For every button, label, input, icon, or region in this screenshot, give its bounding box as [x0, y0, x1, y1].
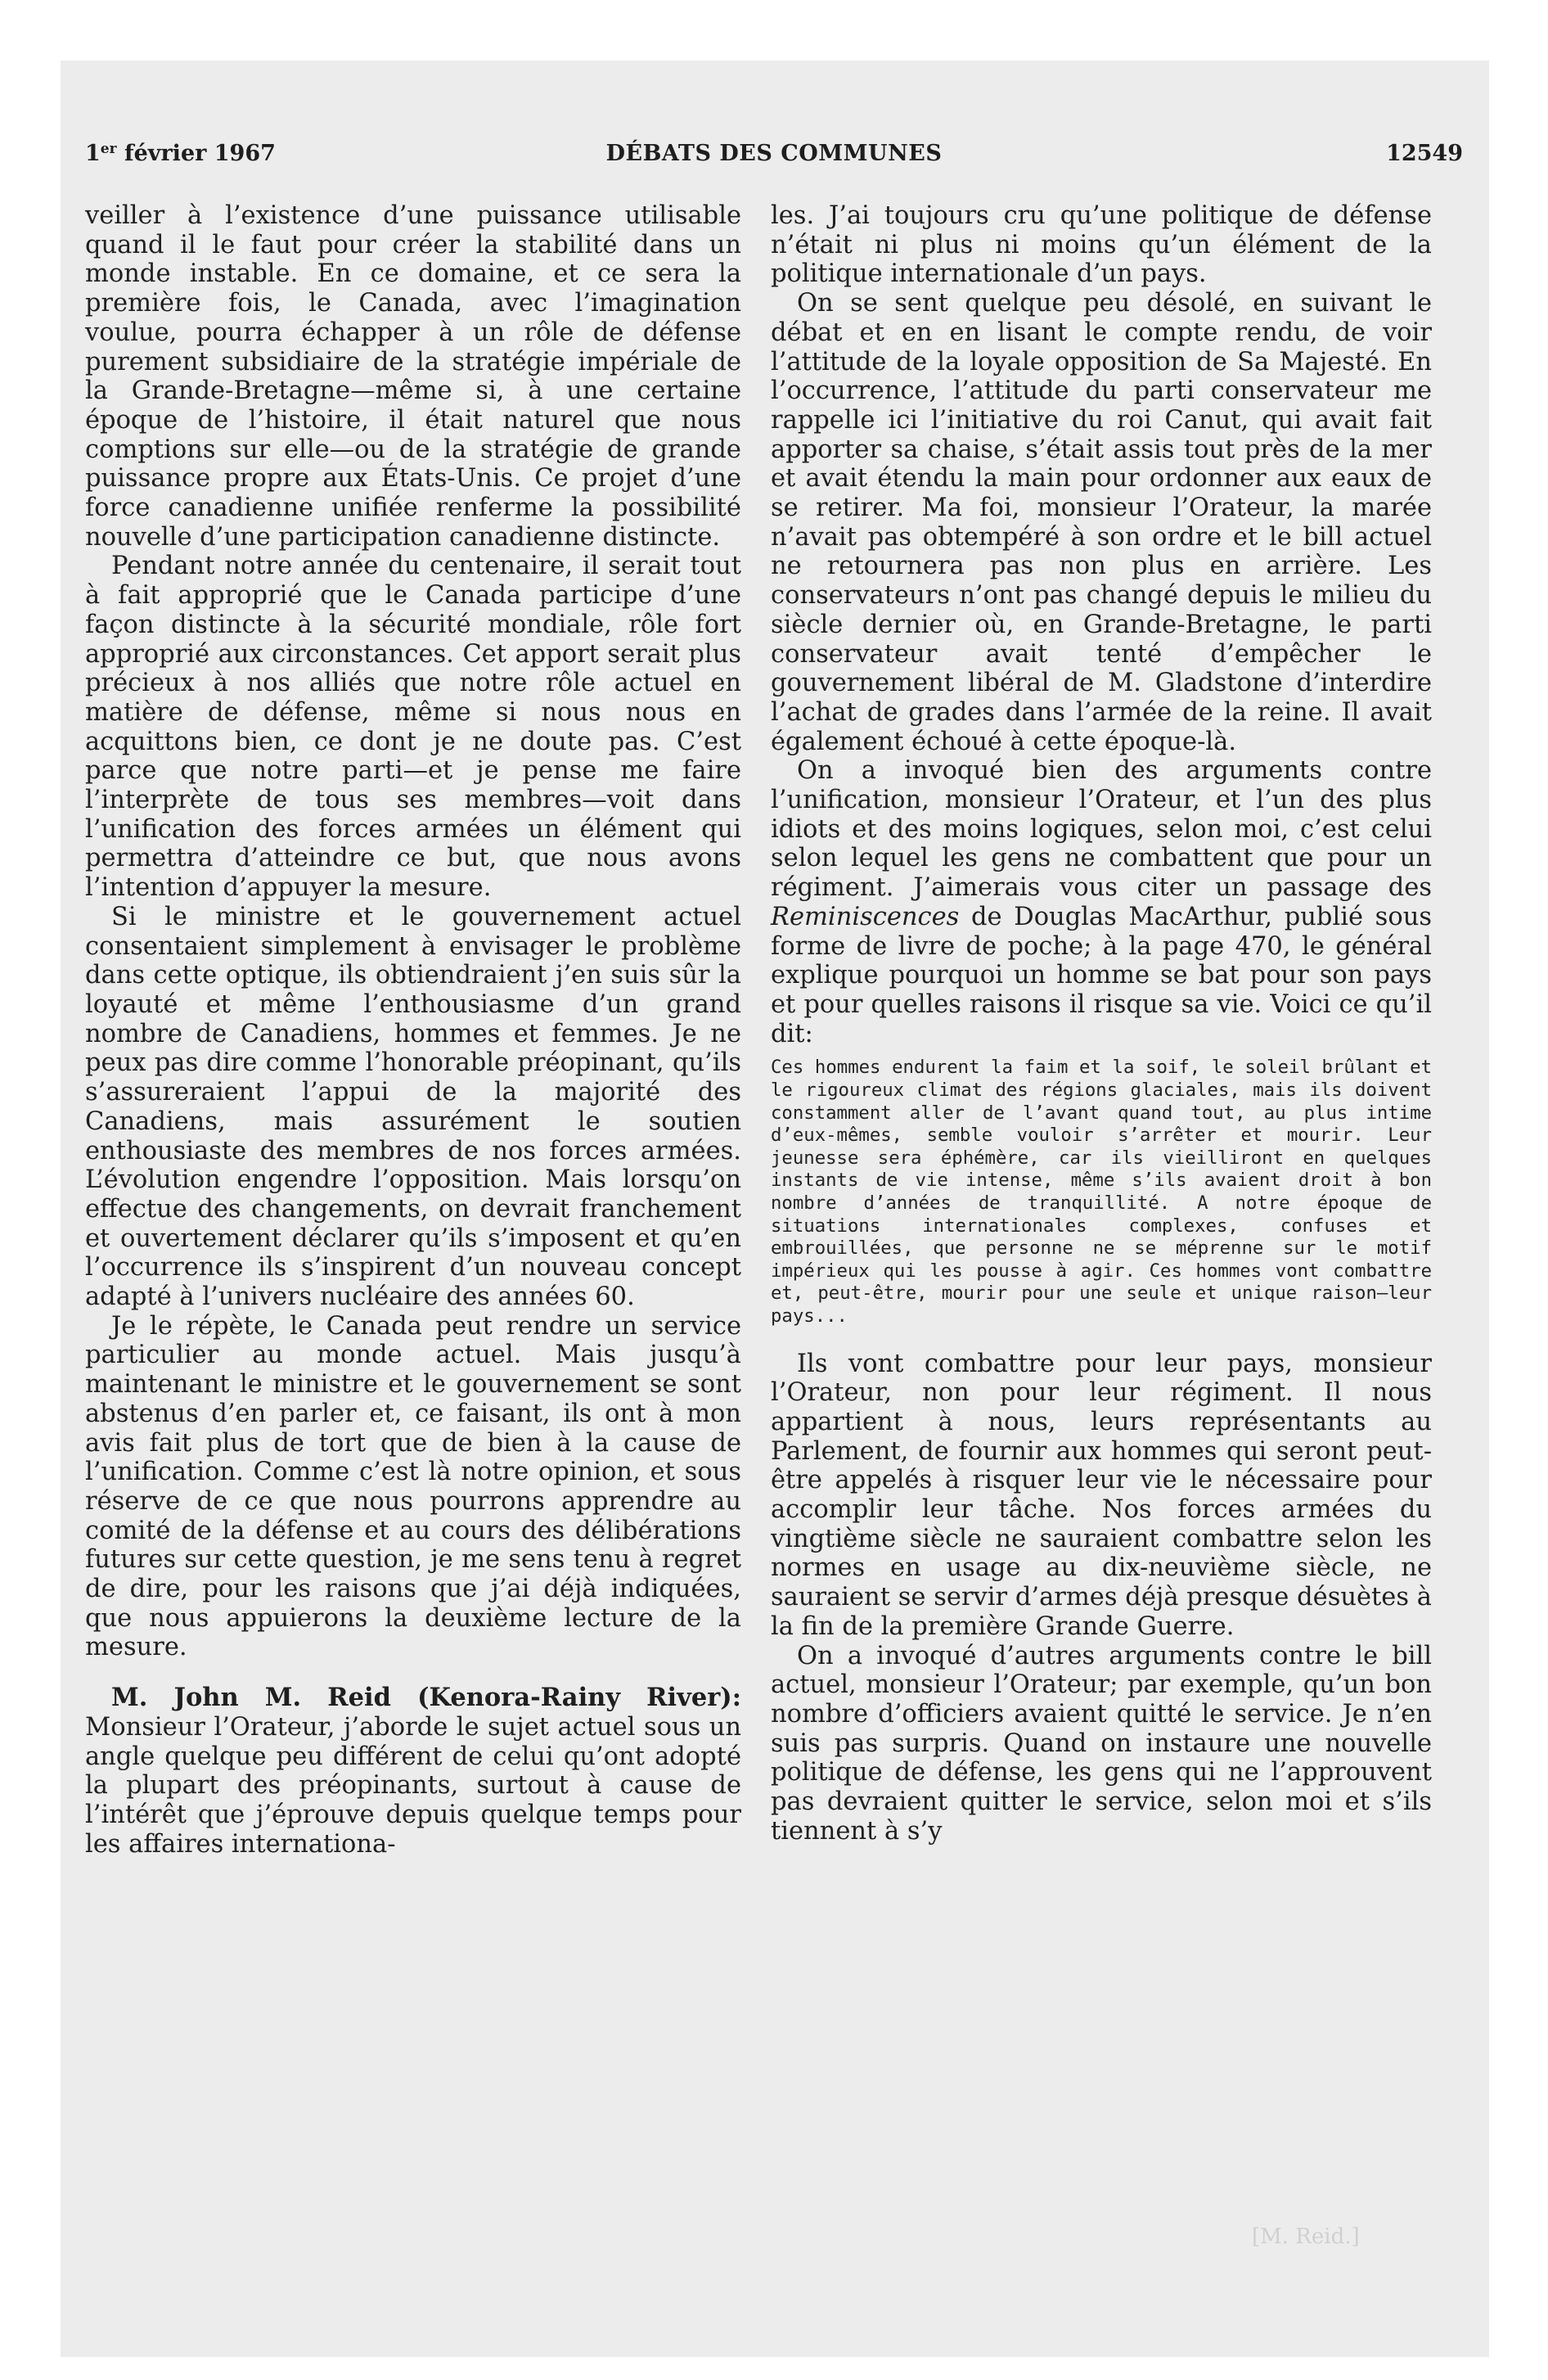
paragraph: On a invoqué d’autres arguments contre le bill actuel, monsieur l’Orateur; par exemple, qu’un bon nombre d’officiers avaient quitté le service. Je n’en suis pas surpris. Quand on instaure une nouvelle politique de défense, les gens qui ne l’approuvent pas devraient quitter le service, selon moi et s’ils tiennent à s’y: [771, 1641, 1432, 1846]
header-page-number: 12549: [1386, 141, 1463, 166]
paragraph: Je le répète, le Canada peut rendre un service particulier au monde actuel. Mais jusqu’à maintenant le ministre et le gouvernement se sont abstenus d’en parler et, ce faisant, ils ont à mon avis fait plus de tort que de bien à la cause de l’unification. Comme c’est là notre opinion, et sous réserve de ce que nous pourrons apprendre au comité de la défense et au cours des délibérations futures sur cette question, je me sens tenu à regret de dire, pour les raisons que j’ai déjà indiquées, que nous appuierons la deuxième lecture de la mesure.: [85, 1311, 741, 1662]
paragraph: Si le ministre et le gouvernement actuel consentaient simplement à envisager le problème dans cette optique, ils obtiendraient j’en suis sûr la loyauté et même l’enthousiasme d’un grand nombre de Canadiens, hommes et femmes. Je ne peux pas dire comme l’honorable préopinant, qu’ils s’assureraient l’appui de la majorité des Canadiens, mais assurément le soutien enthousiaste des membres de nos forces armées. L’évolution engendre l’opposition. Mais lorsqu’on effectue des changements, on devrait franchement et ouvertement déclarer qu’ils s’imposent et qu’en l’occurrence ils s’inspirent d’un nouveau concept adapté à l’univers nucléaire des années 60.: [85, 902, 741, 1312]
paragraph: Ils vont combattre pour leur pays, monsieur l’Orateur, non pour leur régiment. Il nous appartient à nous, leurs représentants au Parlement, de fournir aux hommes qui seront peut-être appelés à risquer leur vie le nécessaire pour accomplir leur tâche. Nos forces armées du vingtième siècle ne sauraient combattre selon les normes en usage au dix-neuvième siècle, ne sauraient se servir d’armes déjà presque désuètes à la fin de la première Grande Guerre.: [771, 1349, 1432, 1641]
block-quote: Ces hommes endurent la faim et la soif, le soleil brûlant et le rigoureux climat des régions glaciales, mais ils doivent constamment aller de l’avant quand tout, au plus intime d’eux-mêmes, semble vouloir s’arrêter et mourir. Leur jeunesse sera éphémère, car ils vieilliront en quelques instants de vie intense, même s’ils avaient droit à bon nombre d’années de tranquillité. A notre époque de situations internationales complexes, confuses et embrouillées, que personne ne se méprenne sur le motif impérieux qui les pousse à agir. Ces hommes vont combattre et, peut-être, mourir pour une seule et unique raison—leur pays...: [771, 1057, 1432, 1327]
header-date: 1er février 1967: [85, 141, 276, 166]
running-header: [85, 141, 1463, 174]
speaker-paragraph: [85, 1684, 741, 1859]
paragraph: On se sent quelque peu désolé, en suivant le débat et en en lisant le compte rendu, de voir l’attitude de la loyale opposition de Sa Majesté. En l’occurrence, l’attitude du parti conservateur me rappelle ici l’initiative du roi Canut, qui avait fait apporter sa chaise, s’était assis tout près de la mer et avait étendu la main pour ordonner aux eaux de se retirer. Ma foi, monsieur l’Orateur, la marée n’avait pas obtempéré à son ordre et le bill actuel ne retournera pas non plus en arrière. Les conservateurs n’ont pas changé depuis le milieu du siècle dernier où, en Grande-Bretagne, le parti conservateur avait tenté d’empêcher le gouvernement libéral de M. Gladstone d’interdire l’achat de grades dans l’armée de la reine. Il avait également échoué à cette époque-là.: [771, 289, 1432, 756]
paragraph: les. J’ai toujours cru qu’une politique de défense n’était ni plus ni moins qu’un élément de la politique internationale d’un pays.: [771, 201, 1432, 289]
speech-text: Monsieur l’Orateur, j’aborde le sujet actuel sous un angle quelque peu différent de celui qu’ont adopté la plupart des préopinants, surtout à cause de l’intérêt que j’éprouve depuis quelque temps pour les affaires internationa-: [85, 1712, 741, 1859]
paragraph: Pendant notre année du centenaire, il serait tout à fait approprié que le Canada participe d’une façon distincte à la sécurité mondiale, rôle fort approprié aux circonstances. Cet apport serait plus précieux à nos alliés que notre rôle actuel en matière de défense, même si nous nous en acquittons bien, ce dont je ne doute pas. C’est parce que notre parti—et je pense me faire l’interprète de tous ses membres—voit dans l’unification des forces armées un élément qui permettra d’atteindre ce but, que nous avons l’intention d’appuyer la mesure.: [85, 552, 741, 903]
book-title: Reminiscences: [771, 902, 960, 931]
left-column: [85, 201, 741, 1859]
paragraph: veiller à l’existence d’une puissance utilisable quand il le faut pour créer la stabilité dans un monde instable. En ce domaine, et ce sera la première fois, le Canada, avec l’imagination voulue, pourra échapper à un rôle de défense purement subsidiaire de la stratégie impériale de la Grande-Bretagne—même si, à une certaine époque de l’histoire, il était naturel que nous comptions sur elle—ou de la stratégie de grande puissance propre aux États-Unis. Ce projet d’une force canadienne unifiée renferme la possibilité nouvelle d’une participation canadienne distincte.: [85, 201, 741, 552]
speaker-name: M. John M. Reid (Kenora-Rainy River):: [111, 1683, 741, 1713]
header-title: DÉBATS DES COMMUNES: [605, 141, 943, 166]
bleed-through-text: [M. Reid.]: [1252, 2224, 1360, 2249]
right-column: [771, 201, 1432, 1846]
paragraph: On a invoqué bien des arguments contre l’unification, monsieur l’Orateur, et l’un des plus idiots et des moins logiques, selon moi, c’est celui selon lequel les gens ne combattent que pour un régiment. J’aimerais vous citer un passage des Reminiscences de Douglas MacArthur, publié sous forme de livre de poche; à la page 470, le général explique pourquoi un homme se bat pour son pays et pour quelles raisons il risque sa vie. Voici ce qu’il dit:: [771, 756, 1432, 1048]
